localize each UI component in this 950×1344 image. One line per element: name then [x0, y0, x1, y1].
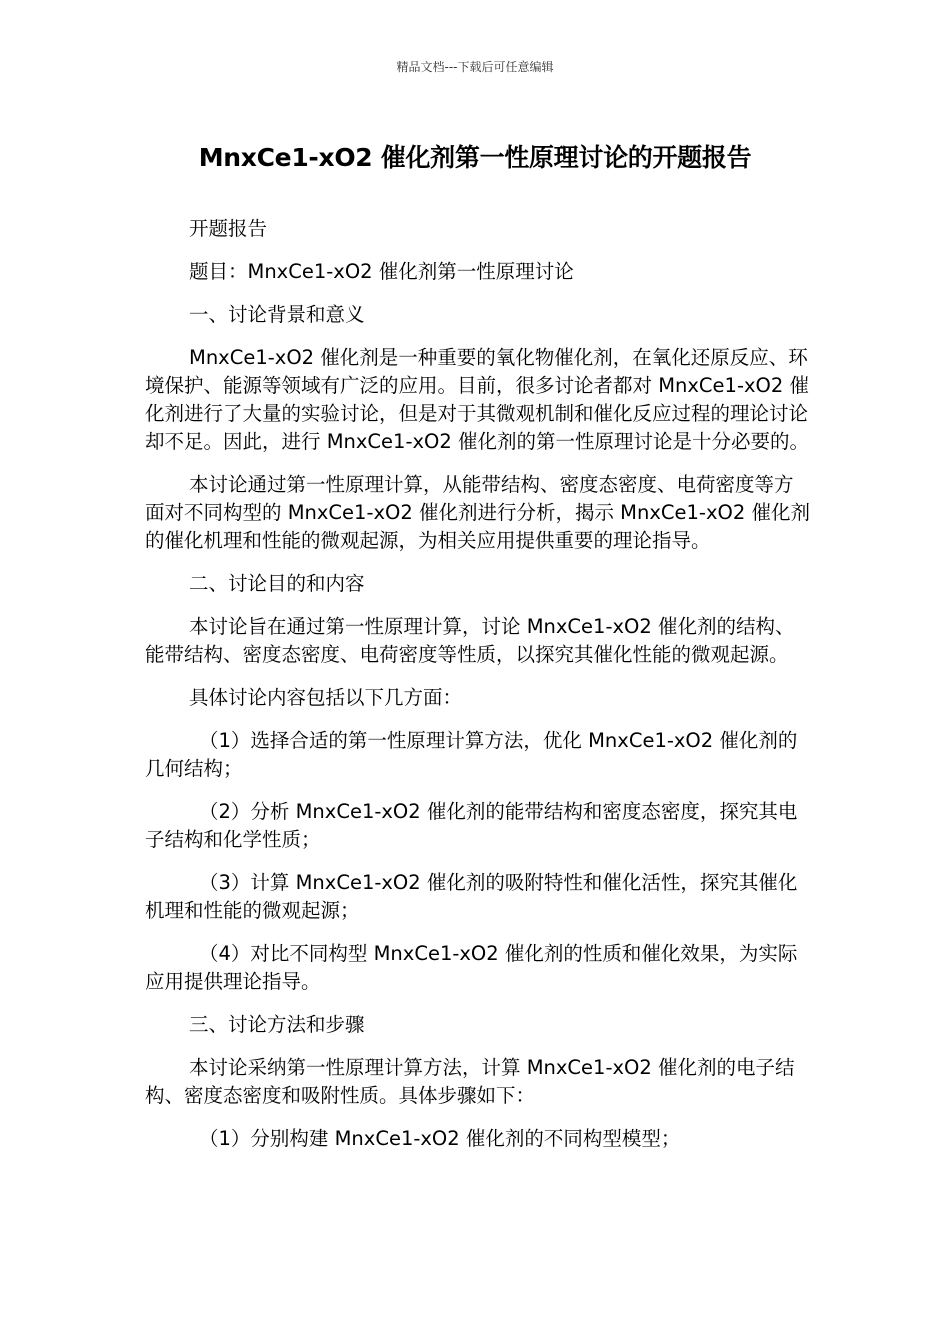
section-heading: 一、讨论背景和意义 [189, 303, 365, 326]
section-heading: 二、讨论目的和内容 [189, 572, 365, 595]
paragraph: 本讨论旨在通过第一性原理计算，讨论 MnxCe1-xO2 催化剂的结构、能带结构、密度态密度、电荷密度等性质，以探究其催化性能的微观起源。 [145, 615, 795, 666]
report-label: 开题报告 [189, 217, 268, 240]
list-item: （1）分别构建 MnxCe1-xO2 催化剂的不同构型模型； [199, 1127, 681, 1150]
document-body [145, 215, 810, 1168]
paragraph: 本讨论通过第一性原理计算，从能带结构、密度态密度、电荷密度等方面对不同构型的 MnxCe1-xO2 催化剂进行分析，揭示 MnxCe1-xO2 催化剂的催化机理和性能的微观起源，为相关应用提供重要的理论指导。 [145, 473, 810, 552]
list-item: （2）分析 MnxCe1-xO2 催化剂的能带结构和密度态密度，探究其电子结构和化学性质； [145, 800, 798, 851]
list-item: （4）对比不同构型 MnxCe1-xO2 催化剂的性质和催化效果，为实际应用提供理论指导。 [145, 942, 798, 993]
list-item: （1）选择合适的第一性原理计算方法，优化 MnxCe1-xO2 催化剂的几何结构； [145, 729, 798, 780]
section-heading: 三、讨论方法和步骤 [189, 1013, 365, 1036]
header-watermark: 精品文档---下载后可任意编辑 [396, 60, 554, 74]
paragraph: 本讨论采纳第一性原理计算方法，计算 MnxCe1-xO2 催化剂的电子结构、密度态密度和吸附性质。具体步骤如下： [145, 1056, 795, 1107]
list-item: （3）计算 MnxCe1-xO2 催化剂的吸附特性和催化活性，探究其催化机理和性能的微观起源； [145, 871, 798, 922]
paragraph: MnxCe1-xO2 催化剂是一种重要的氧化物催化剂，在氧化还原反应、环境保护、能源等领域有广泛的应用。目前，很多讨论者都对 MnxCe1-xO2 催化剂进行了大量的实验讨论，但是对于其微观机制和催化反应过程的理论讨论却不足。因此，进行 MnxCe1-xO2 催化剂的第一性原理讨论是十分必要的。 [145, 346, 809, 453]
paragraph: 具体讨论内容包括以下几方面： [189, 686, 463, 709]
document-title: MnxCe1-xO2 催化剂第一性原理讨论的开题报告 [198, 143, 752, 172]
report-topic: 题目：MnxCe1-xO2 催化剂第一性原理讨论 [189, 260, 574, 283]
